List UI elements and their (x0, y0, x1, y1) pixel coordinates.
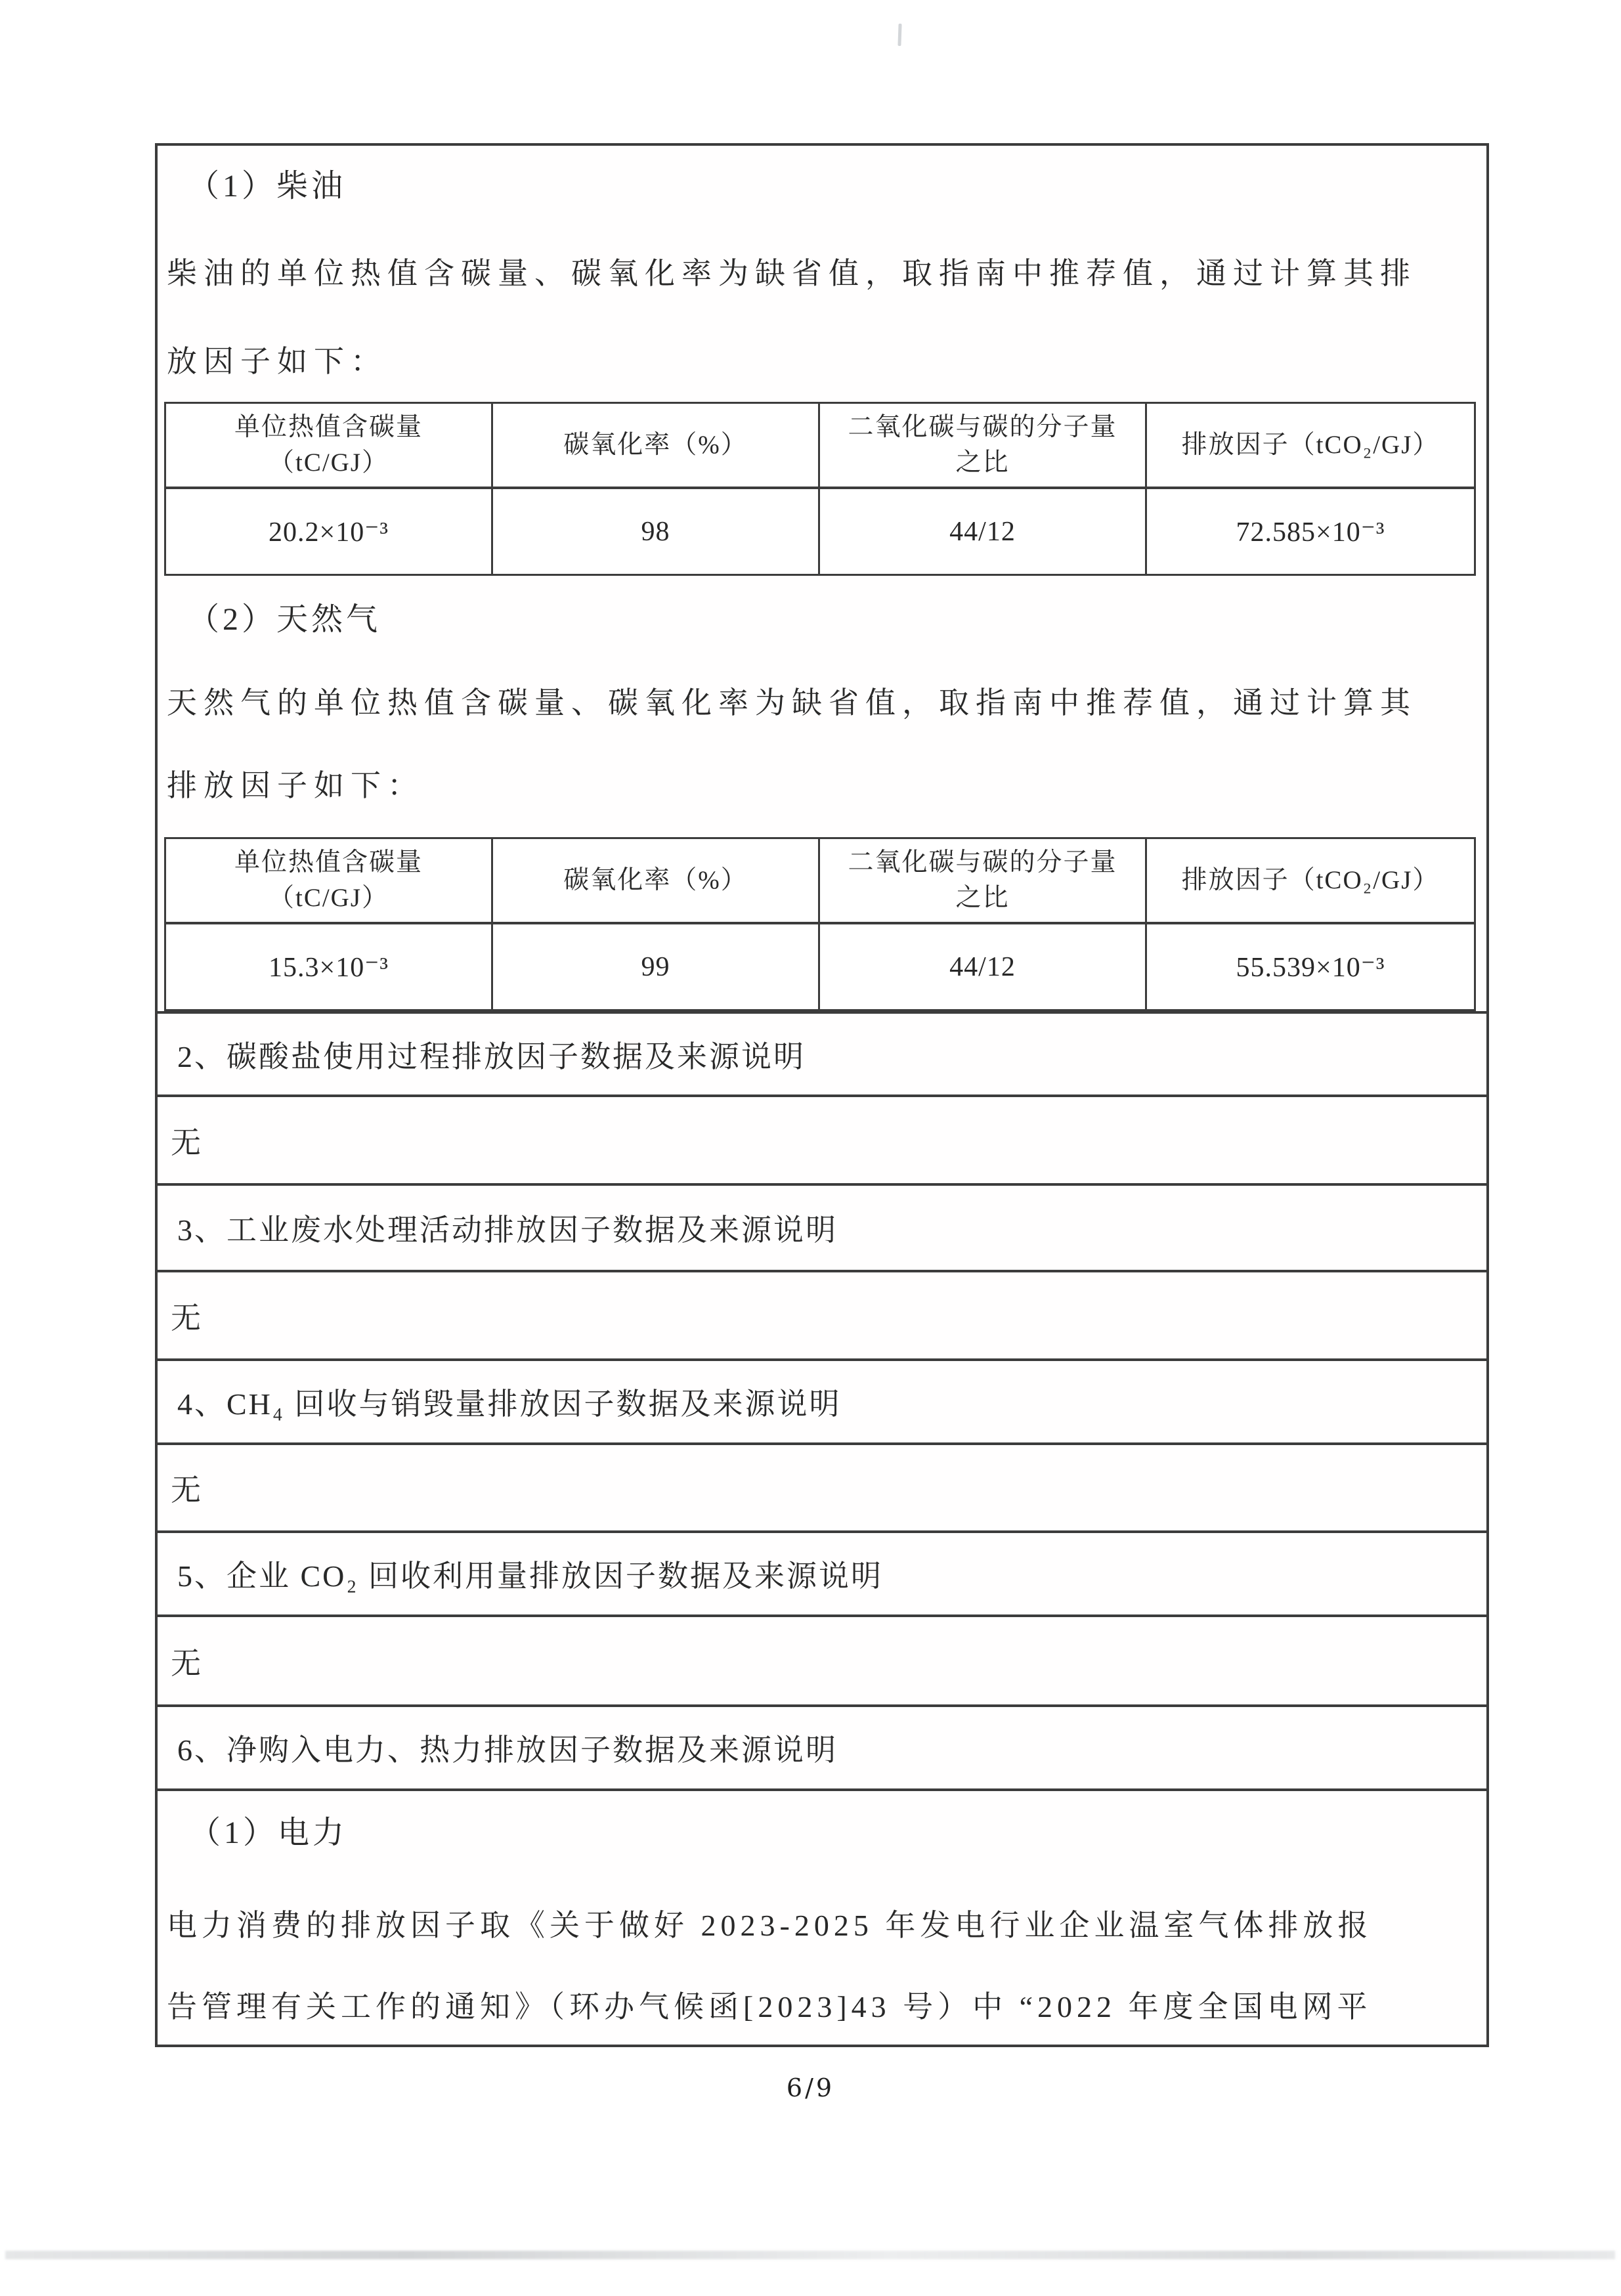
header-line: （tC/GJ） (268, 448, 389, 477)
table-header-molecular-ratio (820, 839, 1147, 924)
header-line: 之比 (955, 448, 1010, 477)
header-line: 单位热值含碳量 (234, 413, 423, 441)
header-line: 单位热值含碳量 (234, 848, 423, 877)
diesel-paragraph-line-2: 放因子如下： (167, 345, 387, 378)
table-header-emission-factor (1147, 839, 1474, 924)
row-label-purchased-energy: 6、净购入电力、热力排放因子数据及来源说明 (158, 1704, 1486, 1788)
diesel-molecular-ratio-value: 44/12 (820, 489, 1147, 574)
header-line: 碳氧化率（%） (563, 431, 748, 459)
natural-gas-heading: （2）天然气 (188, 602, 381, 637)
scan-smudge-top (897, 24, 901, 46)
electricity-heading: （1）电力 (189, 1815, 348, 1850)
header-line: （tC/GJ） (268, 884, 389, 912)
emission-factor-form (155, 143, 1489, 2047)
row-value-co2-recovery: 无 (158, 1614, 1486, 1704)
natural-gas-emission-factor-table (164, 837, 1476, 1011)
natural-gas-oxidation-rate-value: 99 (493, 924, 820, 1009)
header-line: 之比 (955, 884, 1010, 912)
row-label-co2-recovery: 5、企业 CO₂ 回收利用量排放因子数据及来源说明 (158, 1530, 1486, 1614)
natural-gas-emission-factor-value: 55.539×10⁻³ (1236, 952, 1385, 983)
natural-gas-paragraph-line-1: 天然气的单位热值含碳量、碳氧化率为缺省值，取指南中推荐值，通过计算其 (167, 686, 1417, 720)
diesel-emission-factor-value: 72.585×10⁻³ (1236, 517, 1385, 548)
table-header-oxidation-rate (493, 839, 820, 924)
page-number: 6/9 (786, 2073, 835, 2102)
table-header-molecular-ratio (820, 404, 1147, 489)
scan-smudge-bottom (5, 2251, 1615, 2259)
electricity-paragraph-line-1: 电力消费的排放因子取《关于做好 2023-2025 年发电行业企业温室气体排放报 (167, 1909, 1373, 1942)
header-line: 二氧化碳与碳的分子量 (848, 848, 1117, 877)
table-header-heat-carbon (166, 839, 493, 924)
header-line: 排放因子（tCO₂/GJ） (1181, 431, 1440, 459)
diesel-oxidation-rate-value: 98 (493, 489, 820, 574)
table-header-emission-factor (1147, 404, 1474, 489)
row-label-wastewater: 3、工业废水处理活动排放因子数据及来源说明 (158, 1183, 1486, 1270)
table-header-heat-carbon (166, 404, 493, 489)
electricity-section (158, 1788, 1486, 2045)
header-line: 碳氧化率（%） (563, 866, 748, 894)
row-label-carbonate: 2、碳酸盐使用过程排放因子数据及来源说明 (158, 1011, 1486, 1094)
natural-gas-paragraph-line-2: 排放因子如下： (167, 769, 424, 802)
fuel-combustion-section (158, 146, 1486, 1011)
row-value-wastewater: 无 (158, 1270, 1486, 1358)
row-value-ch4-recovery: 无 (158, 1442, 1486, 1530)
header-line: 排放因子（tCO₂/GJ） (1181, 866, 1440, 894)
table-header-oxidation-rate (493, 404, 820, 489)
diesel-paragraph-line-1: 柴油的单位热值含碳量、碳氧化率为缺省值，取指南中推荐值，通过计算其排 (167, 257, 1417, 290)
header-line: 二氧化碳与碳的分子量 (848, 413, 1117, 441)
diesel-emission-factor-table (164, 402, 1476, 576)
row-value-carbonate: 无 (158, 1094, 1486, 1183)
diesel-heading: （1）柴油 (188, 169, 347, 204)
diesel-heat-carbon-value: 20.2×10⁻³ (166, 489, 493, 574)
natural-gas-heat-carbon-value: 15.3×10⁻³ (166, 924, 493, 1009)
natural-gas-molecular-ratio-value: 44/12 (820, 924, 1147, 1009)
row-label-ch4-recovery: 4、CH₄ 回收与销毁量排放因子数据及来源说明 (158, 1358, 1486, 1442)
electricity-paragraph-line-2: 告管理有关工作的通知》（环办气候函[2023]43 号）中 “2022 年度全国电网平 (167, 1990, 1372, 2024)
